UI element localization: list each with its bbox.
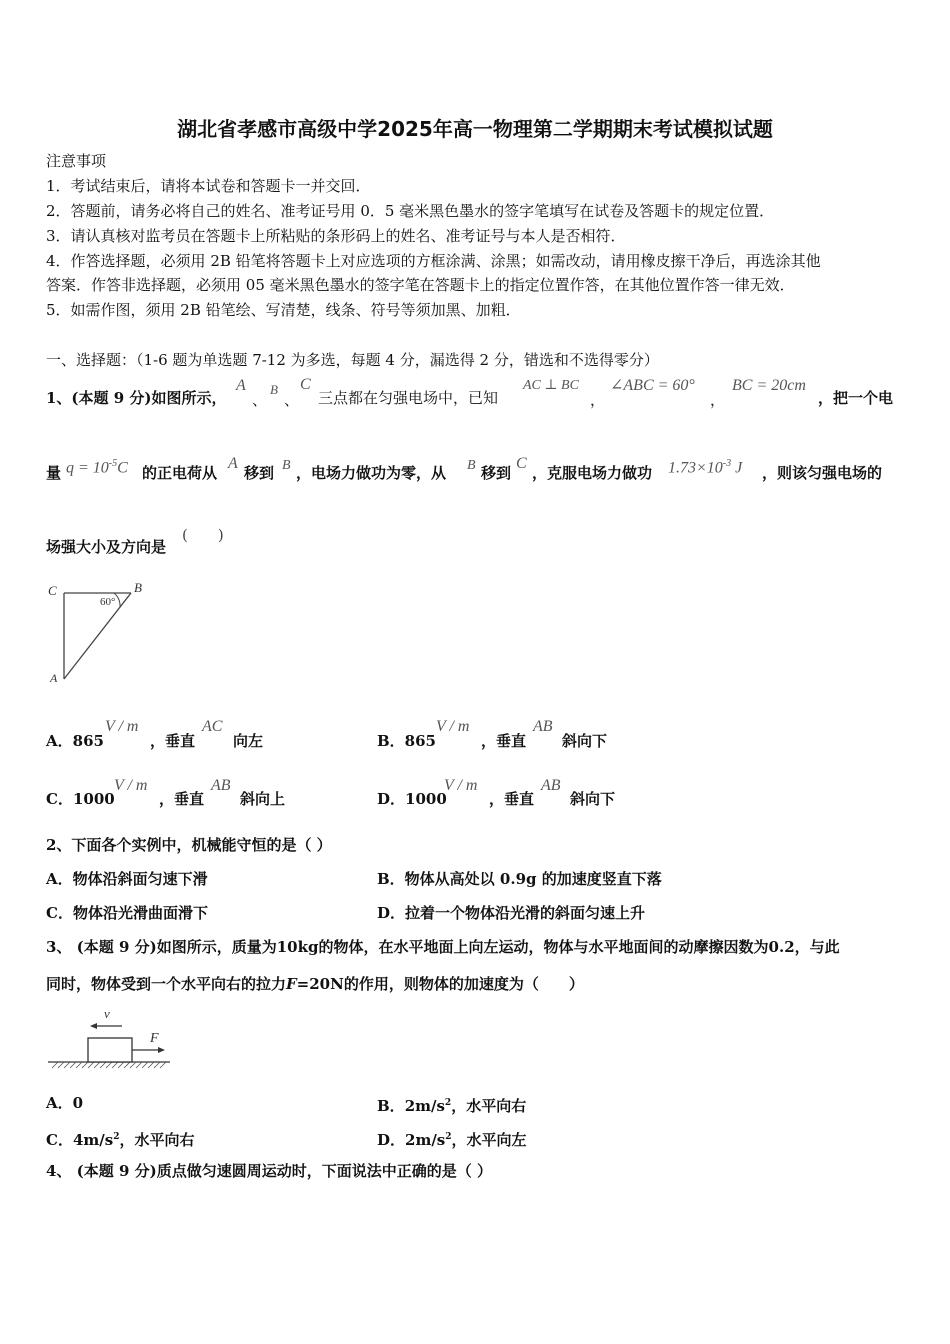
q1-l2-text3: ，电场力做功为零，从 [296,464,447,482]
q3-option-a: A．0 [46,1094,84,1112]
q1-option-a-label: A．865 [46,732,104,750]
side-ab [64,593,131,679]
q1-math-a2: A [228,455,238,472]
q1-option-b-label: B．865 [377,732,436,750]
q1-math-work: $1.73\times 10^{-3}$ J [668,458,743,477]
q2-option-c: C．物体沿光滑曲面滑下 [46,904,208,922]
q1-option-d-line: AB [541,777,561,794]
notice-item-2: 2．答题前，请务必将自己的姓名、准考证号用 0．5 毫米黑色墨水的签字笔填写在试卷及答题卡的规定位置． [46,202,775,220]
triangle-figure [44,578,154,688]
q1-option-c-dir: 斜向上 [240,790,286,808]
q1-option-c-label: C．1000 [46,790,115,808]
q1-text2: ，把一个电 [818,389,894,407]
q1-math-a: A [236,377,246,394]
q1-comma2: ， [710,391,726,409]
q1-sep2: 、 [284,391,300,409]
q1-l3-text: 场强大小及方向是 [46,538,167,556]
q1-l2-text4: 移到 [481,464,512,482]
block-figure [44,1002,174,1076]
q1-option-c-mid: ，垂直 [159,790,205,808]
q1-text1: 三点都在匀强电场中，已知 [318,389,499,407]
notice-item-5: 5．如需作图，须用 2B 铅笔绘、写清楚，线条、符号等须加黑、加粗． [46,301,521,319]
notice-item-4: 4．作答选择题，必须用 2B 铅笔将答题卡上对应选项的方框涂满、涂黑；如需改动，请用橡皮擦干净后，再选涂其他 [46,252,821,270]
q1-l2-text6: ，则该匀强电场的 [762,464,883,482]
notice-item-4-cont: 答案．作答非选择题，必须用 05 毫米黑色墨水的签字笔在答题卡上的指定位置作答，在其他位置作答一律无效． [46,276,795,294]
label-angle: 60° [100,596,116,608]
q1-l2-text5: ，克服电场力做功 [532,464,653,482]
q1-option-d-unit: V / m [444,777,478,794]
q2-option-d: D．拉着一个物体沿光滑的斜面匀速上升 [377,904,646,922]
q3-stem-line2: 同时，物体受到一个水平向右的拉力F=20N的作用，则物体的加速度为（ ） [46,975,584,993]
q1-answer-paren: ( ) [182,526,224,544]
q3-stem-line1: 3、 (本题 9 分)如图所示，质量为10kg的物体，在水平地面上向左运动，物体与水平地面间的动摩擦因数为0.2，与此 [46,938,840,956]
q1-option-c-line: AB [211,777,231,794]
q1-option-a-unit: V / m [105,718,139,735]
q1-l2-start: 量 [46,464,62,482]
force-arrowhead [158,1047,165,1053]
q1-option-a-dir: 向左 [233,732,264,750]
notice-item-1: 1．考试结束后，请将本试卷和答题卡一并交回． [46,177,371,195]
label-b: B [134,580,142,595]
q1-option-b-dir: 斜向下 [562,732,608,750]
q1-math-bc: BC = 20cm [732,377,806,394]
q1-option-b-mid: ，垂直 [481,732,527,750]
q1-option-b-unit: V / m [436,718,470,735]
q1-option-d-label: D．1000 [377,790,447,808]
q2-option-a: A．物体沿斜面匀速下滑 [46,870,208,888]
label-c: C [48,583,57,598]
q1-option-d-mid: ，垂直 [489,790,535,808]
q1-math-c: C [300,376,311,393]
q1-math-b: B [270,382,278,397]
q4-stem: 4、 (本题 9 分)质点做匀速圆周运动时，下面说法中正确的是（ ） [46,1162,492,1180]
q1-math-q: $q = 10^{-5}C$ [66,458,128,477]
block [88,1038,132,1062]
q1-option-a-line: AC [202,718,223,735]
q3-option-b: B．$2m/s^2$，水平向右 [377,1097,527,1115]
q1-option-c-unit: V / m [114,777,148,794]
ground-hatching [52,1062,166,1068]
notice-heading: 注意事项 [46,152,107,170]
q1-math-c2: C [516,455,527,472]
q3-option-c: C．$4m/s^2$，水平向右 [46,1131,195,1149]
notice-item-3: 3．请认真核对监考员在答题卡上所粘贴的条形码上的姓名、准考证号与本人是否相符． [46,227,626,245]
q1-math-angle: ∠ABC = 60° [610,377,695,394]
force-label: F [150,1031,159,1046]
q1-math-perp: AC ⊥ BC [523,378,579,393]
q1-option-d-dir: 斜向下 [570,790,616,808]
q3-option-d: D．$2m/s^2$，水平向左 [377,1131,527,1149]
q1-option-b-line: AB [533,718,553,735]
q2-stem: 2、下面各个实例中，机械能守恒的是（ ） [46,836,332,854]
page-title: 湖北省孝感市高级中学2025年高一物理第二学期期末考试模拟试题 [177,117,773,141]
label-a: A [50,671,58,685]
q1-prefix: 1、(本题 9 分)如图所示， [46,389,227,407]
q1-comma1: ， [590,391,606,409]
q1-math-b3: B [467,458,476,473]
section-heading: 一、选择题：（1-6 题为单选题 7-12 为多选，每题 4 分，漏选得 2 分，错选和不选得零分） [46,351,659,369]
q1-math-b2: B [282,458,291,473]
velocity-arrowhead [90,1023,97,1029]
velocity-label: v [104,1006,110,1021]
q1-l2-text1: 的正电荷从 [142,464,218,482]
q2-option-b: B．物体从高处以 0.9g 的加速度竖直下落 [377,870,662,888]
q1-sep1: 、 [252,391,268,409]
q1-option-a-mid: ，垂直 [150,732,196,750]
q1-l2-text2: 移到 [244,464,275,482]
